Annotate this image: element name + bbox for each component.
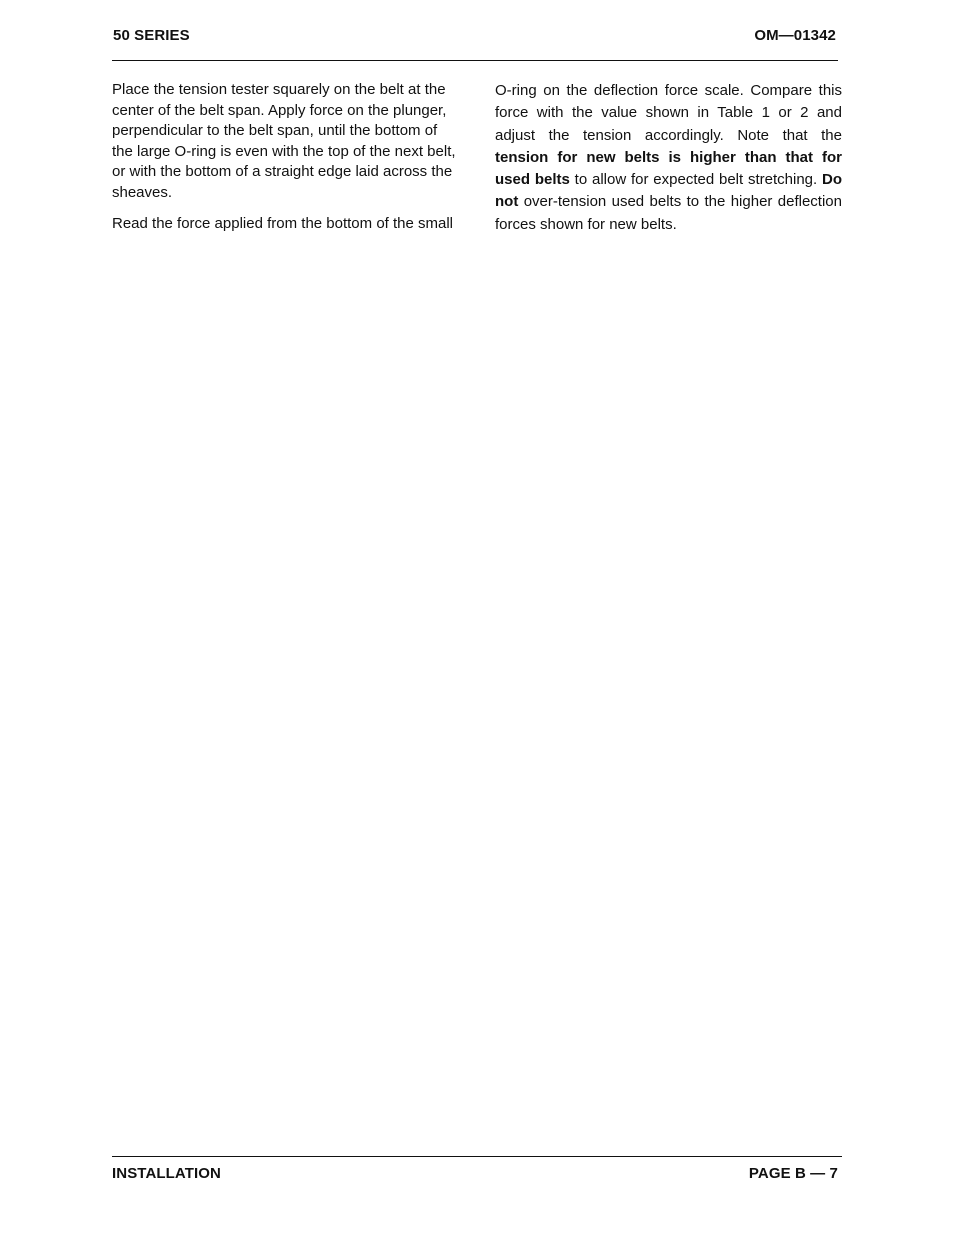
bold-note-new-belts: tension for new belts is higher than that for used belts xyxy=(495,148,842,189)
text-segment: O-ring on the deflection force scale. Compare this force with the value shown in Table 1 or 2 and adjust the tension accordingly. Note that the xyxy=(495,82,842,144)
left-column xyxy=(112,80,460,234)
header-document-number: OM—01342 xyxy=(754,27,836,44)
paragraph-read-force: Read the force applied from the bottom of the small xyxy=(112,214,454,232)
header-series: 50 SERIES xyxy=(113,27,190,44)
bold-warning-do-not: Do not xyxy=(495,171,843,211)
right-column xyxy=(495,80,842,236)
paragraph-tension-tester: Place the tension tester squarely on the belt at the center of the belt span. Apply force on the plunger, perpendicular to the belt span, until the bottom of the large O-ring is even with the top of the next belt, or with the bottom of a straight edge laid across the sheaves. xyxy=(112,81,456,201)
page-footer xyxy=(112,1156,842,1182)
paragraph-deflection-scale xyxy=(495,80,842,236)
text-segment: over-tension used belts to the higher deflection forces shown for new belts. xyxy=(495,193,842,233)
footer-page-number: PAGE B — 7 xyxy=(748,1165,838,1182)
text-segment: to allow for expected belt stretching. xyxy=(569,171,823,189)
page-header xyxy=(112,26,838,61)
footer-section: INSTALLATION xyxy=(112,1165,221,1182)
